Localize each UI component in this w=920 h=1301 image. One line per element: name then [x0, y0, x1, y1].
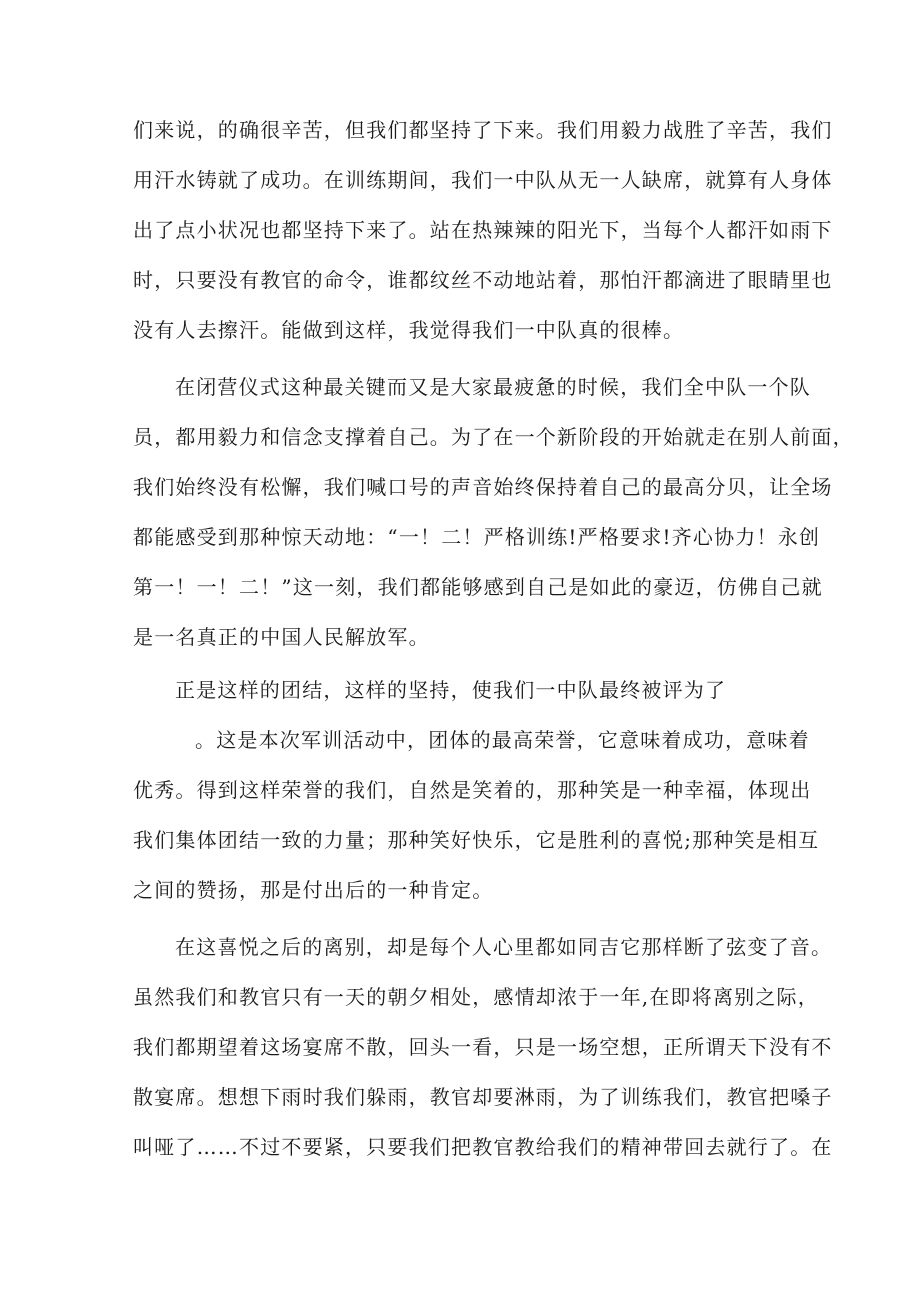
text-line: 用汗水铸就了成功。在训练期间，我们一中队从无一人缺席，就算有人身体	[133, 168, 833, 192]
text-line: 。这是本次军训活动中，团体的最高荣誉，它意味着成功，意味着	[195, 728, 810, 752]
text-line: 在闭营仪式这种最关键而又是大家最疲惫的时候，我们全中队一个队	[175, 375, 811, 399]
text-line: 正是这样的团结，这样的坚持，使我们一中队最终被评为了	[175, 678, 727, 702]
text-line: 们来说，的确很辛苦，但我们都坚持了下来。我们用毅力战胜了辛苦，我们	[133, 118, 833, 142]
text-line: 之间的赞扬，那是付出后的一种肯定。	[133, 878, 494, 902]
text-line: 散宴席。想想下雨时我们躲雨，教官却要淋雨，为了训练我们，教官把嗓子	[133, 1085, 833, 1109]
text-line: 都能感受到那种惊天动地：“一！二！严格训练!严格要求!齐心协力！永创	[133, 525, 821, 549]
text-line: 我们都期望着这场宴席不散，回头一看，只是一场空想，正所谓天下没有不	[133, 1035, 833, 1059]
text-line: 第一！一！二！”这一刻，我们都能够感到自己是如此的豪迈，仿佛自己就	[133, 575, 823, 599]
text-line: 时，只要没有教官的命令，谁都纹丝不动地站着，那怕汗都滴进了眼睛里也	[133, 268, 833, 292]
text-line: 没有人去擦汗。能做到这样，我觉得我们一中队真的很棒。	[133, 318, 685, 342]
text-line: 员，都用毅力和信念支撑着自己。为了在一个新阶段的开始就走在别人前面，	[133, 425, 854, 449]
text-line: 叫哑了……不过不要紧，只要我们把教官教给我们的精神带回去就行了。在	[133, 1135, 833, 1159]
text-line: 我们集体团结一致的力量；那种笑好快乐，它是胜利的喜悦;那种笑是相互	[133, 828, 820, 852]
text-line: 出了点小状况也都坚持下来了。站在热辣辣的阳光下，当每个人都汗如雨下	[133, 218, 833, 242]
text-line: 在这喜悦之后的离别，却是每个人心里都如同吉它那样断了弦变了音。	[175, 935, 833, 959]
text-line: 我们始终没有松懈，我们喊口号的声音始终保持着自己的最高分贝，让全场	[133, 475, 833, 499]
text-line: 是一名真正的中国人民解放军。	[133, 625, 430, 649]
text-line: 虽然我们和教官只有一天的朝夕相处，感情却浓于一年,在即将离别之际，	[133, 985, 819, 1009]
text-line: 优秀。得到这样荣誉的我们，自然是笑着的，那种笑是一种幸福，体现出	[133, 778, 812, 802]
